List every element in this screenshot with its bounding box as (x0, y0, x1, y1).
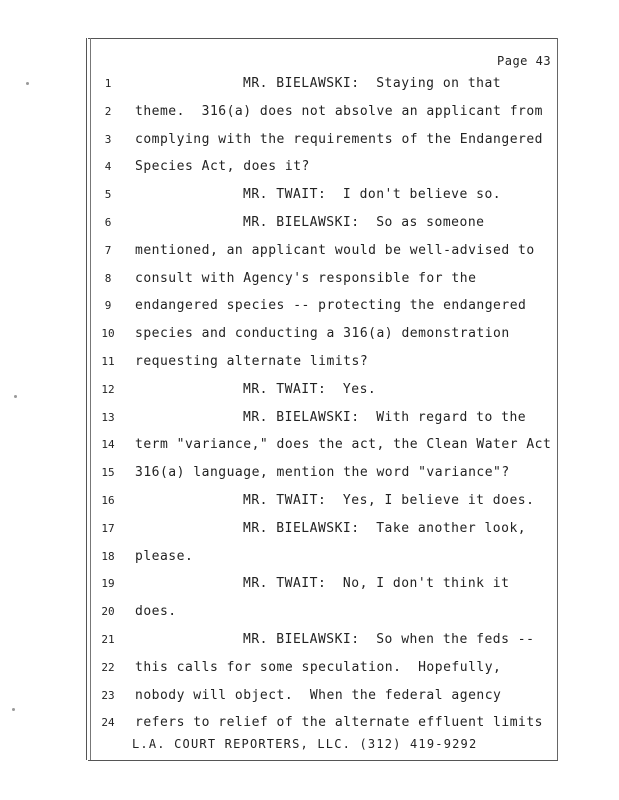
bottom-border (88, 760, 558, 761)
transcript-line-text: consult with Agency's responsible for the (135, 271, 477, 286)
line-number: 23 (101, 689, 115, 702)
line-number: 3 (104, 133, 112, 146)
line-number: 7 (104, 244, 112, 257)
line-number: 15 (101, 466, 115, 479)
transcript-line-text: endangered species -- protecting the endangered (135, 298, 527, 313)
transcript-line-text: does. (135, 604, 177, 619)
line-number: 18 (101, 550, 115, 563)
transcript-line-text: refers to relief of the alternate effluent limits (135, 715, 544, 730)
transcript-line-text: MR. TWAIT: I don't believe so. (243, 187, 502, 202)
transcript-line-text: 316(a) language, mention the word "variance"? (135, 465, 510, 480)
transcript-line-text: please. (135, 549, 194, 564)
transcript-line-text: complying with the requirements of the Endangered (135, 132, 544, 147)
transcript-line-text: MR. BIELAWSKI: With regard to the (243, 410, 527, 425)
transcript-line-text: MR. TWAIT: No, I don't think it (243, 576, 510, 591)
scan-speck (26, 82, 29, 85)
transcript-line-text: nobody will object. When the federal agency (135, 688, 502, 703)
line-number: 1 (104, 77, 112, 90)
right-margin-rule (557, 38, 558, 760)
top-border (88, 38, 558, 39)
transcript-line-text: MR. BIELAWSKI: Take another look, (243, 521, 527, 536)
line-number: 21 (101, 633, 115, 646)
line-number: 11 (101, 355, 115, 368)
line-number: 17 (101, 522, 115, 535)
line-number: 12 (101, 383, 115, 396)
transcript-line-text: theme. 316(a) does not absolve an applicant from (135, 104, 544, 119)
transcript-line-text: requesting alternate limits? (135, 354, 369, 369)
line-number: 2 (104, 105, 112, 118)
line-number: 20 (101, 605, 115, 618)
scan-speck (12, 708, 15, 711)
line-number: 8 (104, 272, 112, 285)
transcript-line-text: term "variance," does the act, the Clean Water Act (135, 437, 552, 452)
court-reporter-footer: L.A. COURT REPORTERS, LLC. (312) 419-9292 (132, 737, 478, 751)
transcript-line-text: MR. BIELAWSKI: So when the feds -- (243, 632, 535, 647)
line-number: 5 (104, 188, 112, 201)
transcript-line-text: MR. BIELAWSKI: Staying on that (243, 76, 502, 91)
line-number: 4 (104, 160, 112, 173)
left-margin-rule-outer (86, 38, 87, 760)
transcript-line-text: MR. TWAIT: Yes. (243, 382, 377, 397)
line-number: 6 (104, 216, 112, 229)
line-number: 10 (101, 327, 115, 340)
transcript-line-text: MR. TWAIT: Yes, I believe it does. (243, 493, 535, 508)
line-number: 22 (101, 661, 115, 674)
line-number: 16 (101, 494, 115, 507)
line-number: 9 (104, 299, 112, 312)
line-number: 13 (101, 411, 115, 424)
transcript-line-text: Species Act, does it? (135, 159, 310, 174)
transcript-line-text: MR. BIELAWSKI: So as someone (243, 215, 485, 230)
scan-speck (14, 395, 17, 398)
transcript-line-text: species and conducting a 316(a) demonstration (135, 326, 510, 341)
line-number: 14 (101, 438, 115, 451)
transcript-line-text: mentioned, an applicant would be well-advised to (135, 243, 535, 258)
page-number: Page 43 (497, 54, 552, 68)
line-number: 24 (101, 716, 115, 729)
left-margin-rule-inner (90, 38, 91, 760)
transcript-line-text: this calls for some speculation. Hopefully, (135, 660, 502, 675)
line-number: 19 (101, 577, 115, 590)
